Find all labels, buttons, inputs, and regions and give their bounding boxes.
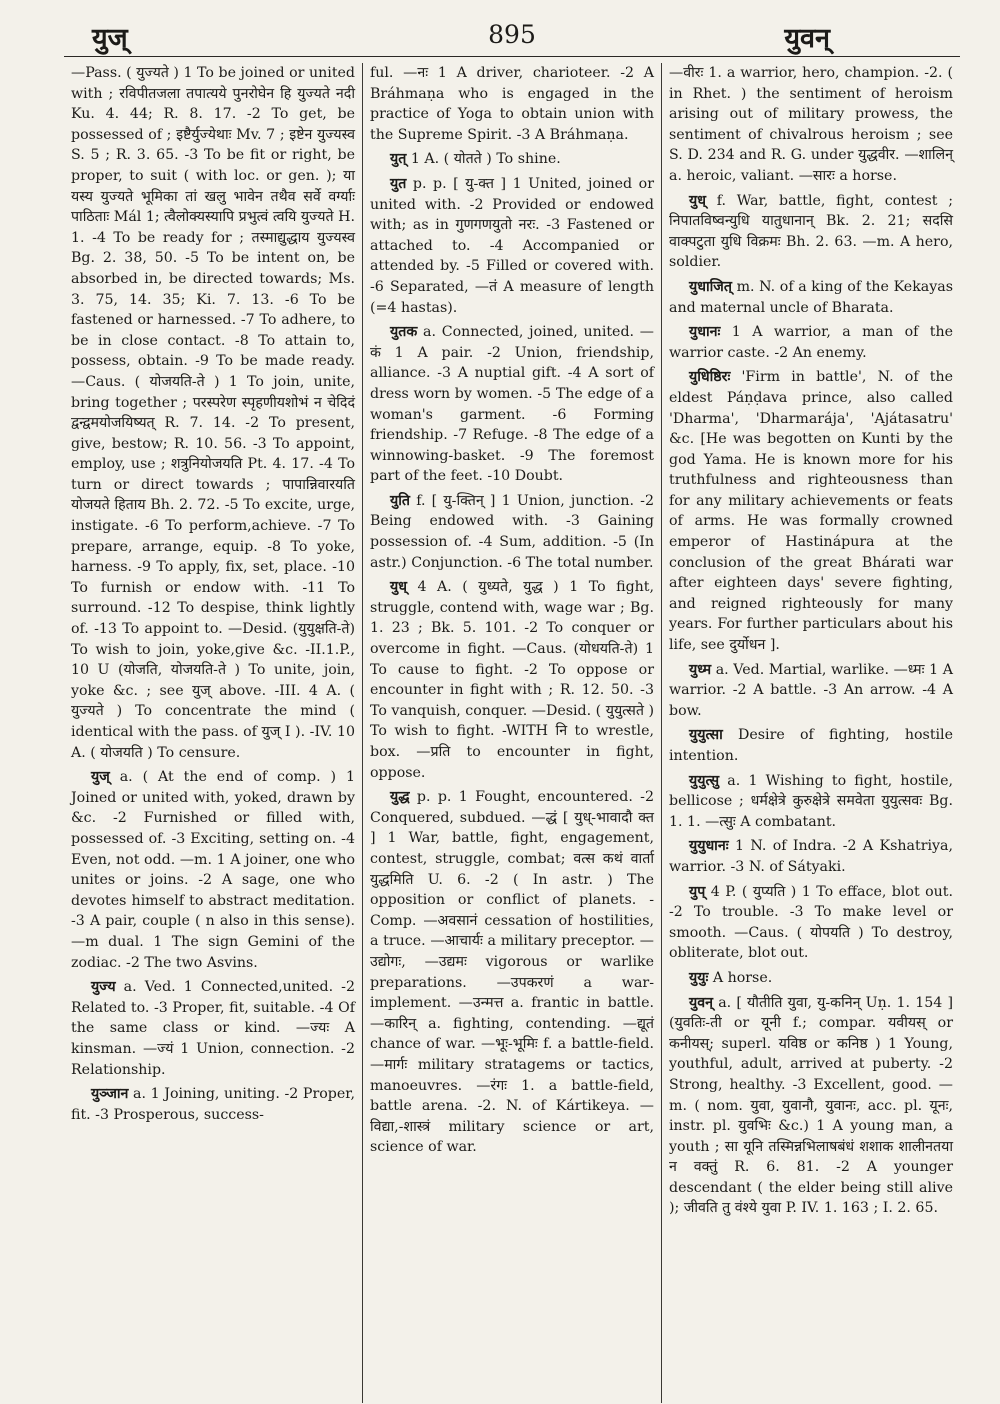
entry-definition: a. [ यौतीति युवा, यु-कनिन् Uṇ. 1. 154 ] (युवतिः-ती or यूनी f.; compar. यवीयस् or कनीयस्; superl. यविष्ठ or कनिष्ठ ) 1 Young, youthful, adult, arrived at puberty. -2 Strong, healthy. -3 Excellent, good. —m. ( nom. युवा, युवानौ, युवानः, acc. pl. यूनः, instr. pl. युवभिः &c.) 1 A young man, a youth ; सा यूनि तस्मिन्नभिलाषबंधं शशाक शालीनतया न वक्तुं R. 6. 81. -2 A younger descendant ( the elder being still alive ); जीवति तु वंश्ये युवा P. IV. 1. 163 ; I. 2. 65.: [669, 994, 953, 1217]
dictionary-entry: [669, 63, 953, 187]
dictionary-entry: [370, 787, 654, 1158]
entry-definition: —Pass. ( युज्यते ) 1 To be joined or united with ; रविपीतजला तपात्यये पुनरोघेन हि युज्यते नदी Ku. 4. 44; R. 8. 17. -2 To get, be possessed of ; इष्टैर्युज्येथाः Mv. 7 ; इष्टेन युज्यस्व S. 5 ; R. 3. 65. -3 To be fit or right, be proper, to suit ( with loc. or gen. ); या यस्य युज्यते भूमिका तां खलु भावेन तथैव सर्वे वर्ग्याः पाठिताः Mál 1; त्वैलोक्यस्यापि प्रभुत्वं त्वयि युज्यते H. 1. -4 To be ready for ; तस्माद्युद्धाय युज्यस्व Bg. 2. 38, 50. -5 To be intent on, be absorbed in, be directed towards; Ms. 3. 75, 14. 35; Ki. 7. 13. -6 To be fastened or harnessed. -7 To adhere, to be in close contact. -8 To attain to, possess, obtain. -9 To be made ready. —Caus. ( योजयति-ते ) 1 To join, unite, bring together ; परस्परेण स्पृहणीयशोभं न चेदिदं द्वन्द्वमयोजयिष्यत् R. 7. 14. -2 To present, give, bestow; R. 10. 56. -3 To appoint, employ, use ; शत्रुनियोजयति Pt. 4. 17. -4 To turn or direct towards ; पापान्निवारयति योजयते हिताय Bh. 2. 72. -5 To excite, urge, instigate. -6 To perform,achieve. -7 To prepare, arrange, equip. -8 To yoke, harness. -9 To apply, fix, set, place. -10 To furnish or endow with. -11 To surround. -12 To despise, think lightly of. -13 To appoint to. —Desid. (युयुक्षति-ते) To wish to join, yoke,give &c. -II.1.P., 10 U (योजति, योजयति-ते ) To unite, join, yoke &c. ; see युज् above. -III. 4 A. ( युज्यते ) To concentrate the mind ( identical with the pass. of युज् I ). -IV. 10 A. ( योजयति ) To censure.: [71, 65, 355, 761]
dictionary-entry: [669, 191, 953, 273]
entry-definition: a. 1 Wishing to fight, hostile, bellicose ; धर्मक्षेत्रे कुरुक्षेत्रे समवेता युयुत्सवः Bg. 1. 1. —त्सुः A combatant.: [669, 772, 953, 830]
entry-definition: a. Connected, joined, united. —कं 1 A pair. -2 Union, friendship, alliance. -3 A nuptial gift. -4 A sort of dress worn by women. -5 The edge of a woman's garment. -6 Forming friendship. -7 Refuge. -8 The edge of a winnowing-basket. -9 The foremost part of the feet. -10 Doubt.: [370, 324, 654, 485]
page-columns: [64, 63, 960, 1403]
dictionary-entry: [71, 767, 355, 973]
header-left-word: युज्: [92, 23, 128, 54]
entry-definition: 1 N. of Indra. -2 A Kshatriya, warrior. -3 N. of Sátyaki.: [669, 838, 954, 875]
dictionary-entry: [669, 968, 953, 989]
dictionary-entry: [370, 577, 654, 783]
entry-definition: a. Ved. Martial, warlike. —ध्मः 1 A warrior. -2 A battle. -3 An arrow. -4 A bow.: [669, 661, 954, 719]
entry-headword: युध्: [390, 579, 407, 596]
header-right-word: युवन्: [784, 23, 830, 54]
entry-headword: युधानः: [689, 324, 721, 341]
entry-definition: f. [ यु-क्तिन् ] 1 Union, junction. -2 Being endowed with. -3 Gaining possession of. -4 Sum, addition. -5 (In astr.) Conjunction. -6 The total number.: [370, 492, 654, 571]
entry-definition: p. p. 1 Fought, encountered. -2 Conquered, subdued. —द्धं [ युध्-भावादौ क्त ] 1 War, battle, fight, engagement, contest, struggle, combat; वत्स कथं वार्ता युद्धमिति U. 6. -2 ( In astr. ) The opposition or conflict of planets. -Comp. —अवसानं cessation of hostilities, a truce. —आचार्यः a military preceptor. —उद्योगः, —उद्यमः vigorous or warlike preparations. —उपकरणं a war-implement. —उन्मत्त a. frantic in battle. —कारिन् a. fighting, contending. —द्यूतं chance of war. —भूः-भूमिः f. a battle-field. —मार्गः military stratagems or tactics, manoeuvres. —रंगः 1. a battle-field, battle arena. -2. N. of Kártikeya. —विद्या,-शास्त्रं military science or art, science of war.: [370, 789, 654, 1156]
entry-definition: ful. —नः 1 A driver, charioteer. -2 A Bráhmaṇa who is engaged in the practice of Yoga to obtain union with the Supreme Spirit. -3 A Bráhmaṇa.: [370, 65, 654, 143]
dictionary-entry: [370, 322, 654, 487]
page-header: [64, 16, 960, 57]
entry-definition: 'Firm in battle', N. of the eldest Páṇḍava prince, also called 'Dharma', 'Dharmarája', 'Ajátasatru' &c. [He was begotten on Kunti by the god Yama. He is known more for his truthfulness and righteousness than for any military achievements or feats of arms. He was formally crowned emperor of Hastinápura at the conclusion of the great Bhárati war after eighteen days' severe fighting, and reigned righteously for many years. For further particulars about his life, see दुर्योधन ].: [669, 369, 953, 654]
dictionary-entry: [370, 174, 654, 318]
entry-headword: युत: [390, 175, 407, 192]
entry-headword: युतक: [390, 324, 418, 341]
dictionary-entry: [370, 63, 654, 145]
entry-definition: 4 A. ( युध्यते, युद्ध ) 1 To fight, struggle, contend with, wage war ; Bg. 1. 23 ; Bk. 5. 101. -2 To conquer or overcome in fight. —Caus. (योधयति-ते) 1 To cause to fight. -2 To oppose or encounter in fight with ; R. 12. 50. -3 To vanquish, conquer. —Desid. ( युयुत्सते ) To wish to fight. -WITH नि to wrestle, box. —प्रति to encounter in fight, oppose.: [370, 579, 654, 781]
entry-headword: युज्य: [91, 979, 116, 996]
entry-definition: —वीरः 1. a warrior, hero, champion. -2. ( in Rhet. ) the sentiment of heroism arising out of military prowess, the sentiment of chivalrous heroism ; see S. D. 234 and R. G. under युद्धवीर. —शालिन् a. heroic, valiant. —सारः a horse.: [669, 65, 953, 184]
dictionary-entry: [370, 491, 654, 573]
entry-headword: युयुत्सु: [689, 772, 720, 789]
entry-definition: f. War, battle, fight, contest ; निपातविष्वन्युधि यातुधानान् Bk. 2. 21; सदसि वाक्पटुता युधि विक्रमः Bh. 2. 63. —m. A hero, soldier.: [669, 192, 953, 271]
dictionary-entry: [71, 1084, 355, 1125]
entry-definition: 4 P. ( युप्यति ) 1 To efface, blot out. -2 To trouble. -3 To make level or smooth. —Caus. ( योपयति ) To destroy, obliterate, blot out.: [669, 883, 953, 962]
entry-headword: युध्: [689, 192, 706, 209]
entry-headword: युवन्: [689, 994, 713, 1011]
dictionary-entry: [669, 882, 953, 964]
dictionary-entry: [370, 149, 654, 170]
entry-definition: a. Ved. 1 Connected,united. -2 Related to. -3 Proper, fit, suitable. -4 Of the same class or kind. —ज्यः A kinsman. —ज्यं 1 Union, connection. -2 Relationship.: [71, 979, 355, 1078]
column-2: [363, 63, 662, 1403]
entry-definition: 1 A warrior, a man of the warrior caste. -2 An enemy.: [669, 324, 953, 361]
dictionary-entry: [669, 277, 953, 318]
entry-headword: युधिष्ठिरः: [689, 369, 731, 386]
entry-headword: युद्ध: [390, 789, 410, 806]
entry-definition: A horse.: [712, 969, 773, 986]
column-3: [662, 63, 960, 1403]
dictionary-entry: [71, 63, 355, 763]
dictionary-entry: [669, 660, 953, 722]
entry-headword: युप्: [689, 883, 706, 900]
page-number: 895: [488, 20, 536, 49]
entry-definition: a. ( At the end of comp. ) 1 Joined or united with, yoked, drawn by &c. -2 Furnished or filled with, possessed of. -3 Exciting, setting on. -4 Even, not odd. —m. 1 A joiner, one who unites or joins. -2 A sage, one who devotes himself to abstract meditation. -3 A pair, couple ( n also in this sense). —m dual. 1 The sign Gemini of the zodiac. -2 The two Asvins.: [71, 769, 355, 971]
dictionary-entry: [669, 322, 953, 363]
entry-headword: युयुत्सा: [689, 727, 723, 744]
dictionary-entry: [669, 993, 953, 1220]
dictionary-entry: [669, 725, 953, 766]
dictionary-entry: [669, 771, 953, 833]
entry-headword: युञ्जान: [91, 1086, 129, 1103]
entry-headword: युज्: [91, 769, 110, 786]
entry-headword: युध्म: [689, 661, 712, 678]
entry-definition: Desire of fighting, hostile intention.: [669, 727, 953, 764]
entry-headword: युयुः: [689, 969, 709, 986]
dictionary-entry: [71, 977, 355, 1080]
entry-definition: a. 1 Joining, uniting. -2 Proper, fit. -3 Prosperous, success-: [71, 1086, 355, 1123]
entry-definition: p. p. [ यु-क्त ] 1 United, joined or united with. -2 Provided or endowed with; as in गुणगणयुतो नरः. -3 Fastened or attached to. -4 Accompanied or attended by. -5 Filled or covered with. -6 Separated, —तं A measure of length (=4 hastas).: [370, 175, 655, 316]
dictionary-entry: [669, 367, 953, 655]
entry-headword: युधाजित्: [689, 278, 732, 295]
entry-definition: m. N. of a king of the Kekayas and maternal uncle of Bharata.: [669, 278, 953, 316]
entry-headword: युति: [390, 492, 410, 509]
entry-headword: युत्: [390, 151, 407, 168]
entry-headword: युयुधानः: [689, 838, 729, 855]
dictionary-entry: [669, 836, 953, 877]
column-1: [64, 63, 363, 1403]
entry-definition: 1 A. ( योतते ) To shine.: [410, 151, 561, 168]
